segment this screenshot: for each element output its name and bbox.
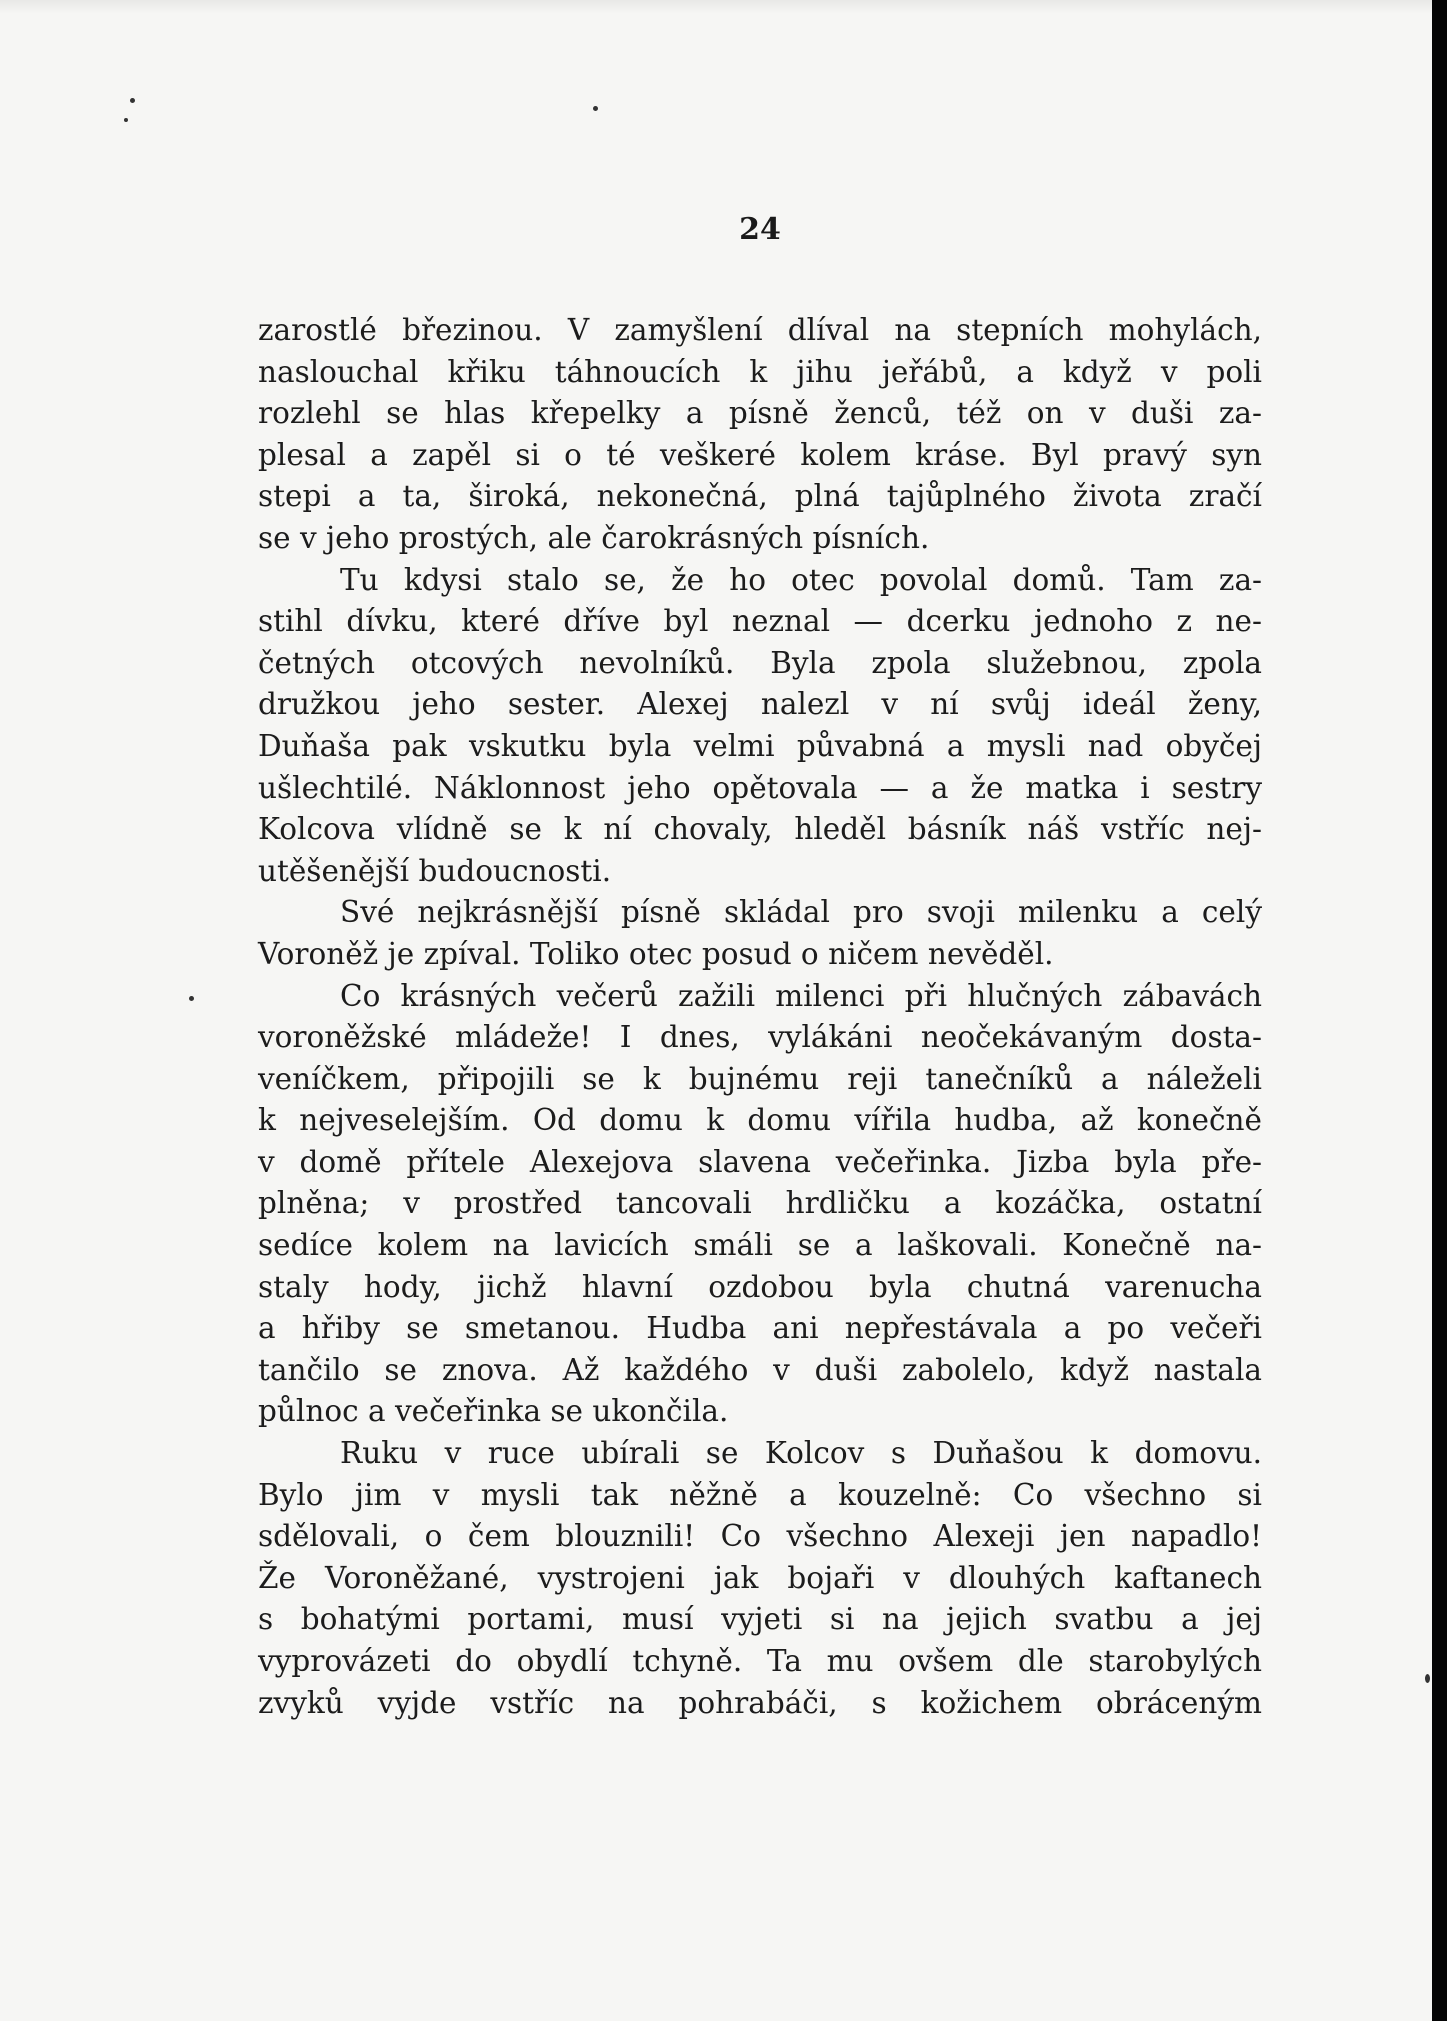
scan-speck: [124, 118, 128, 122]
text-line: k nejveselejším. Od domu k domu vířila hudba, až konečně: [258, 1103, 1262, 1138]
text-line: rozlehl se hlas křepelky a písně ženců, též on v duši za-: [258, 396, 1262, 431]
text-line: utěšenější budoucnosti.: [258, 853, 612, 888]
body-text: [258, 310, 1262, 1724]
text-line: Duňaša pak vskutku byla velmi půvabná a mysli nad obyčej: [258, 728, 1262, 763]
text-line: stihl dívku, které dříve byl neznal — dcerku jednoho z ne-: [258, 604, 1262, 639]
text-line: zvyků vyjde vstříc na pohrabáči, s kožichem obráceným: [258, 1685, 1262, 1720]
text-line: ušlechtilé. Náklonnost jeho opětovala — a že matka i sestry: [258, 770, 1262, 805]
text-line: a hřiby se smetanou. Hudba ani nepřestávala a po večeři: [258, 1311, 1262, 1346]
text-line: zarostlé březinou. V zamyšlení dlíval na stepních mohylách,: [258, 313, 1262, 347]
text-line: četných otcových nevolníků. Byla zpola služebnou, zpola: [258, 645, 1262, 680]
text-line: Co krásných večerů zažili milenci při hlučných zábavách: [340, 978, 1262, 1013]
text-line: Voroněž je zpíval. Toliko otec posud o ničem nevěděl.: [258, 936, 1054, 971]
scan-speck: [1425, 1674, 1430, 1683]
text-line: Ruku v ruce ubírali se Kolcov s Duňašou k domovu.: [340, 1436, 1262, 1471]
text-line: v domě přítele Alexejova slavena večeřinka. Jizba byla pře-: [258, 1144, 1262, 1179]
text-line: sdělovali, o čem blouznili! Co všechno Alexeji jen napadlo!: [258, 1519, 1262, 1554]
scan-border: [1432, 0, 1447, 2021]
text-line: Že Voroněžané, vystrojeni jak bojaři v dlouhých kaftanech: [258, 1560, 1262, 1595]
text-line: půlnoc a večeřinka se ukončila.: [258, 1394, 729, 1429]
text-line: staly hody, jichž hlavní ozdobou byla chutná varenucha: [258, 1269, 1262, 1304]
text-line: sedíce kolem na lavicích smáli se a laškovali. Konečně na-: [258, 1228, 1262, 1263]
page-number: 24: [739, 212, 781, 247]
text-line: s bohatými portami, musí vyjeti si na jejich svatbu a jej: [258, 1602, 1262, 1637]
text-line: družkou jeho sester. Alexej nalezl v ní svůj ideál ženy,: [258, 687, 1262, 722]
scan-speck: [593, 106, 598, 111]
text-line: tančilo se znova. Až každého v duši zabolelo, když nastala: [258, 1352, 1262, 1387]
text-line: Kolcova vlídně se k ní chovaly, hleděl básník náš vstříc nej-: [258, 812, 1262, 847]
text-line: voroněžské mládeže! I dnes, vylákáni neočekávaným dosta-: [258, 1020, 1262, 1055]
text-line: se v jeho prostých, ale čarokrásných písních.: [258, 520, 930, 555]
text-line: plněna; v prostřed tancovali hrdličku a kozáčka, ostatní: [258, 1186, 1262, 1221]
text-line: plesal a zapěl si o té veškeré kolem kráse. Byl pravý syn: [258, 437, 1262, 472]
text-line: Své nejkrásnější písně skládal pro svoji milenku a celý: [340, 895, 1262, 930]
text-line: naslouchal křiku táhnoucích k jihu jeřábů, a když v poli: [258, 354, 1262, 389]
scan-speck: [189, 996, 194, 1001]
text-line: Bylo jim v mysli tak něžně a kouzelně: Co všechno si: [258, 1477, 1262, 1512]
text-line: veníčkem, připojili se k bujnému reji tanečníků a náleželi: [258, 1061, 1262, 1096]
text-line: stepi a ta, široká, nekonečná, plná tajůplného života zračí: [258, 479, 1262, 514]
scan-speck: [130, 98, 135, 103]
text-line: Tu kdysi stalo se, že ho otec povolal domů. Tam za-: [340, 562, 1262, 597]
text-line: vyprovázeti do obydlí tchyně. Ta mu ovšem dle starobylých: [258, 1644, 1262, 1678]
page-top-shadow: [0, 0, 1432, 14]
